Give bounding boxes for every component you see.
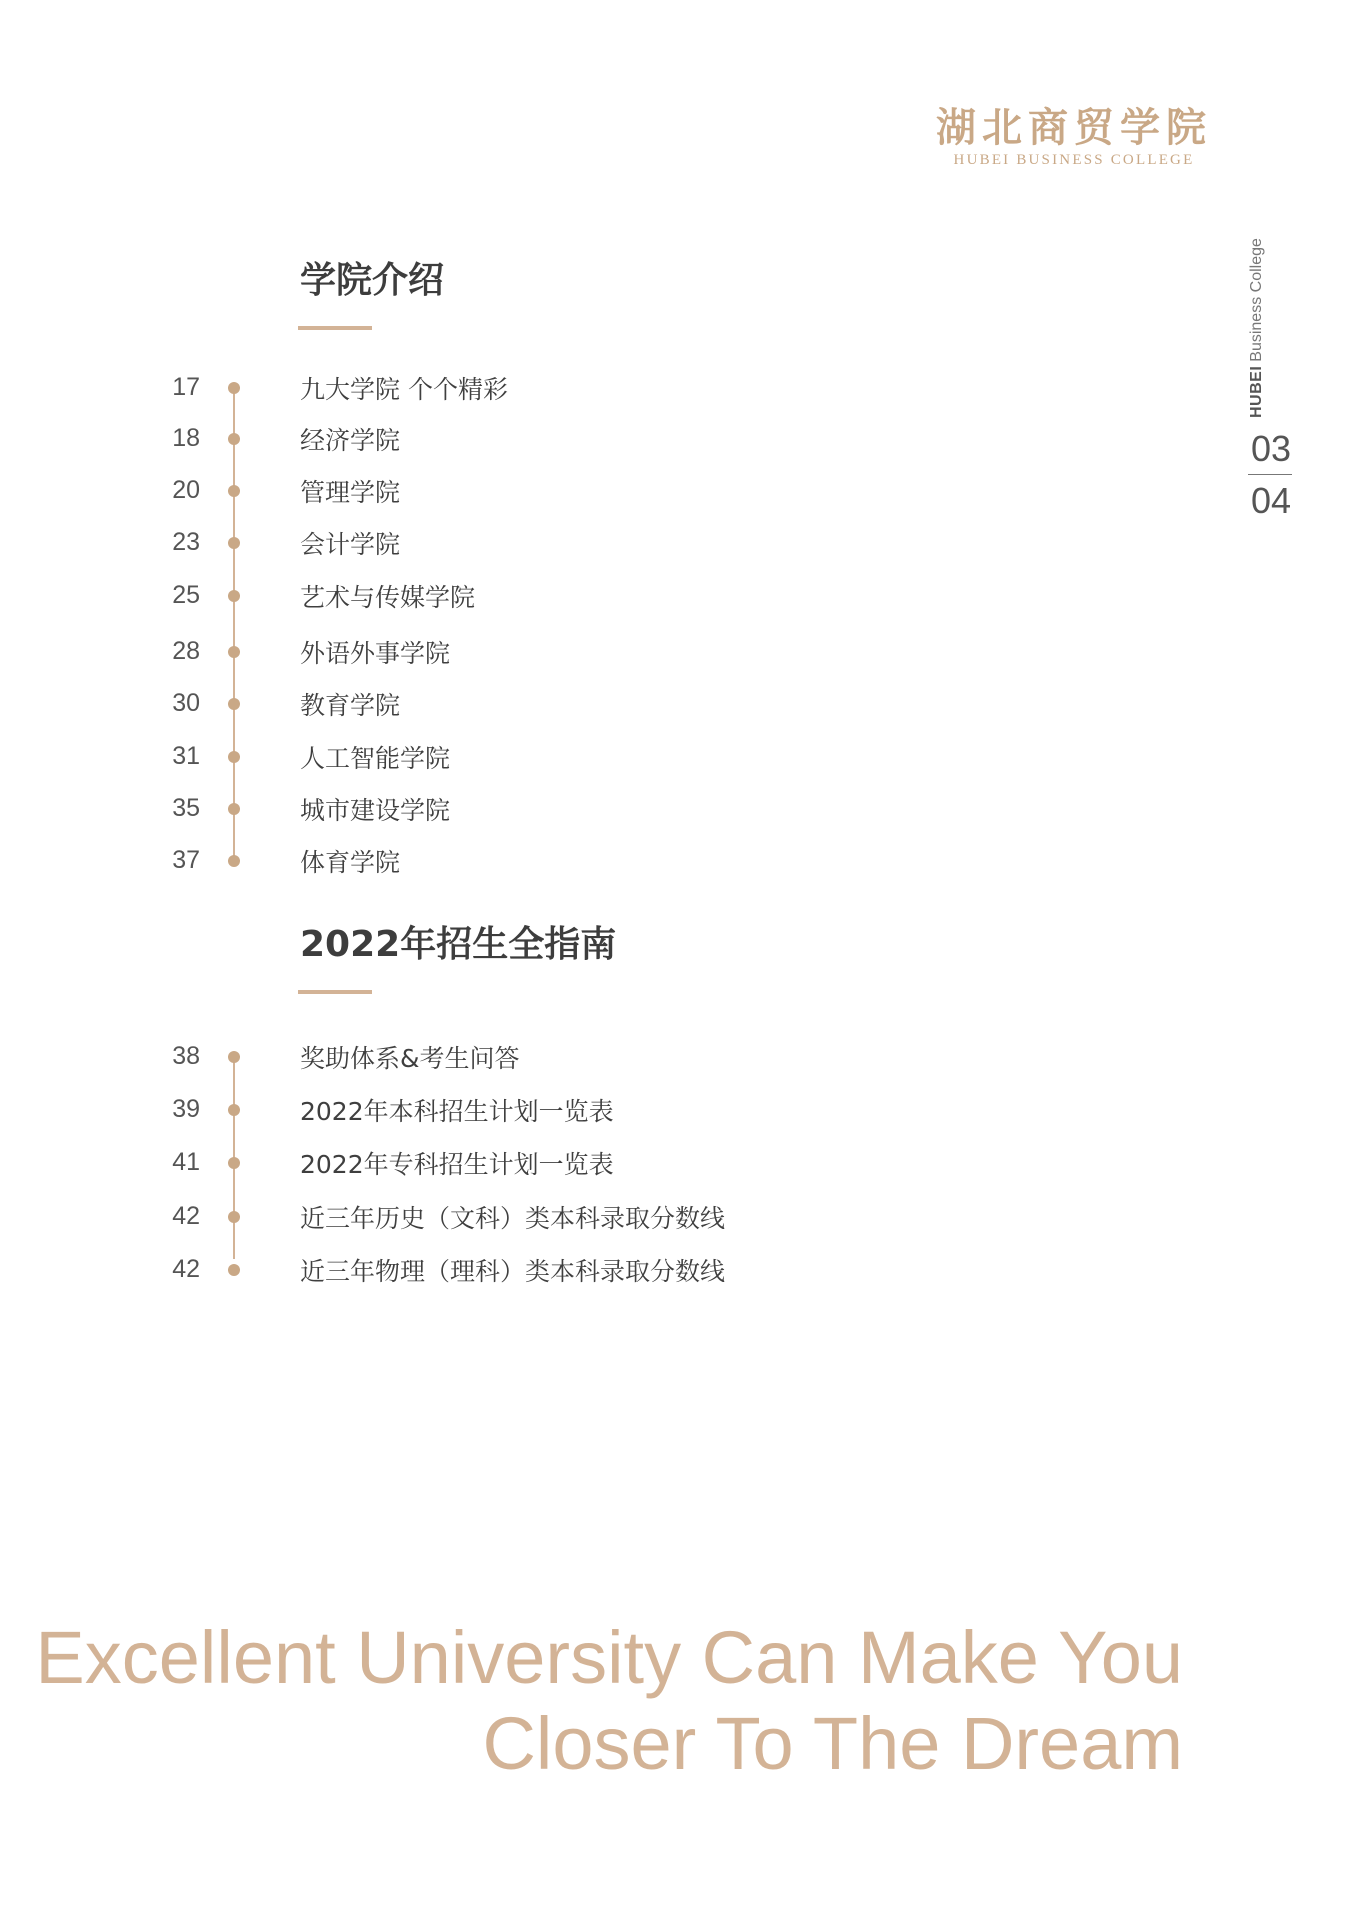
- toc-page-number: 37: [172, 846, 200, 874]
- timeline-dot: [228, 485, 240, 497]
- toc-entry[interactable]: [160, 373, 860, 413]
- toc-page-number: 25: [172, 581, 200, 609]
- toc-entry[interactable]: [160, 742, 860, 782]
- timeline-dot: [228, 855, 240, 867]
- toc-entry[interactable]: [160, 1148, 860, 1188]
- timeline-dot: [228, 590, 240, 602]
- toc-entry[interactable]: [160, 637, 860, 677]
- timeline-dot: [228, 1264, 240, 1276]
- toc-entry[interactable]: [160, 1095, 860, 1135]
- timeline-dot: [228, 1157, 240, 1169]
- section-underline: [298, 326, 372, 330]
- toc-entry[interactable]: [160, 1042, 860, 1082]
- section-title-admission-guide: 2022年招生全指南: [300, 924, 617, 965]
- toc-entry[interactable]: [160, 1255, 860, 1295]
- side-label-hubei: HUBEI: [1248, 365, 1265, 418]
- toc-page-number: 28: [172, 637, 200, 665]
- side-vertical-label: [1248, 238, 1276, 418]
- toc-entry-title: 体育学院: [300, 848, 401, 877]
- toc-entry-title: 奖助体系&考生问答: [300, 1044, 520, 1073]
- toc-page-number: 31: [172, 742, 200, 770]
- toc-entry[interactable]: [160, 689, 860, 729]
- timeline-dot: [228, 751, 240, 763]
- toc-entry[interactable]: [160, 476, 860, 516]
- toc-page-number: 17: [172, 373, 200, 401]
- toc-entry-title: 2022年本科招生计划一览表: [300, 1097, 614, 1126]
- toc-page-number: 23: [172, 528, 200, 556]
- toc-entry-title: 近三年物理（理科）类本科录取分数线: [300, 1257, 726, 1286]
- toc-entry[interactable]: [160, 424, 860, 464]
- timeline-dot: [228, 698, 240, 710]
- timeline-dot: [228, 382, 240, 394]
- logo-english-name: HUBEI BUSINESS COLLEGE: [953, 152, 1195, 168]
- toc-entry-title: 人工智能学院: [300, 744, 451, 773]
- slogan-line-2: Closer To The Dream: [482, 1702, 1183, 1785]
- slogan-line-1: Excellent University Can Make You: [35, 1616, 1183, 1699]
- toc-page-number: 38: [172, 1042, 200, 1070]
- side-label-business-college: Business College: [1248, 238, 1265, 362]
- toc-entry-title: 管理学院: [300, 478, 401, 507]
- timeline-dot: [228, 803, 240, 815]
- section-title-college-intro: 学院介绍: [300, 260, 445, 301]
- next-page-number: 04: [1250, 480, 1292, 521]
- toc-entry[interactable]: [160, 846, 860, 886]
- toc-entry[interactable]: [160, 794, 860, 834]
- toc-page-number: 42: [172, 1255, 200, 1283]
- toc-page-number: 20: [172, 476, 200, 504]
- timeline-dot: [228, 433, 240, 445]
- toc-page-number: 35: [172, 794, 200, 822]
- slogan: [35, 1615, 1183, 1787]
- section-underline: [298, 990, 372, 994]
- toc-entry-title: 九大学院 个个精彩: [300, 375, 508, 404]
- toc-entry-title: 外语外事学院: [300, 639, 451, 668]
- toc-entry-title: 艺术与传媒学院: [300, 583, 476, 612]
- toc-entry[interactable]: [160, 528, 860, 568]
- toc-page-number: 41: [172, 1148, 200, 1176]
- timeline-dot: [228, 646, 240, 658]
- timeline-dot: [228, 1211, 240, 1223]
- logo-chinese-name: 湖北商贸学院: [936, 104, 1212, 151]
- page-number-divider: [1248, 474, 1292, 475]
- toc-entry[interactable]: [160, 581, 860, 621]
- toc-page-number: 18: [172, 424, 200, 452]
- toc-entry[interactable]: [160, 1202, 860, 1242]
- toc-entry-title: 教育学院: [300, 691, 401, 720]
- timeline-dot: [228, 537, 240, 549]
- toc-entry-title: 会计学院: [300, 530, 401, 559]
- timeline-dot: [228, 1051, 240, 1063]
- toc-entry-title: 2022年专科招生计划一览表: [300, 1150, 614, 1179]
- current-page-number: 03: [1250, 428, 1292, 469]
- toc-entry-title: 经济学院: [300, 426, 401, 455]
- timeline-dot: [228, 1104, 240, 1116]
- toc-page-number: 39: [172, 1095, 200, 1123]
- toc-entry-title: 近三年历史（文科）类本科录取分数线: [300, 1204, 726, 1233]
- toc-page-number: 42: [172, 1202, 200, 1230]
- college-logo: [936, 104, 1212, 169]
- toc-entry-title: 城市建设学院: [300, 796, 451, 825]
- toc-page-number: 30: [172, 689, 200, 717]
